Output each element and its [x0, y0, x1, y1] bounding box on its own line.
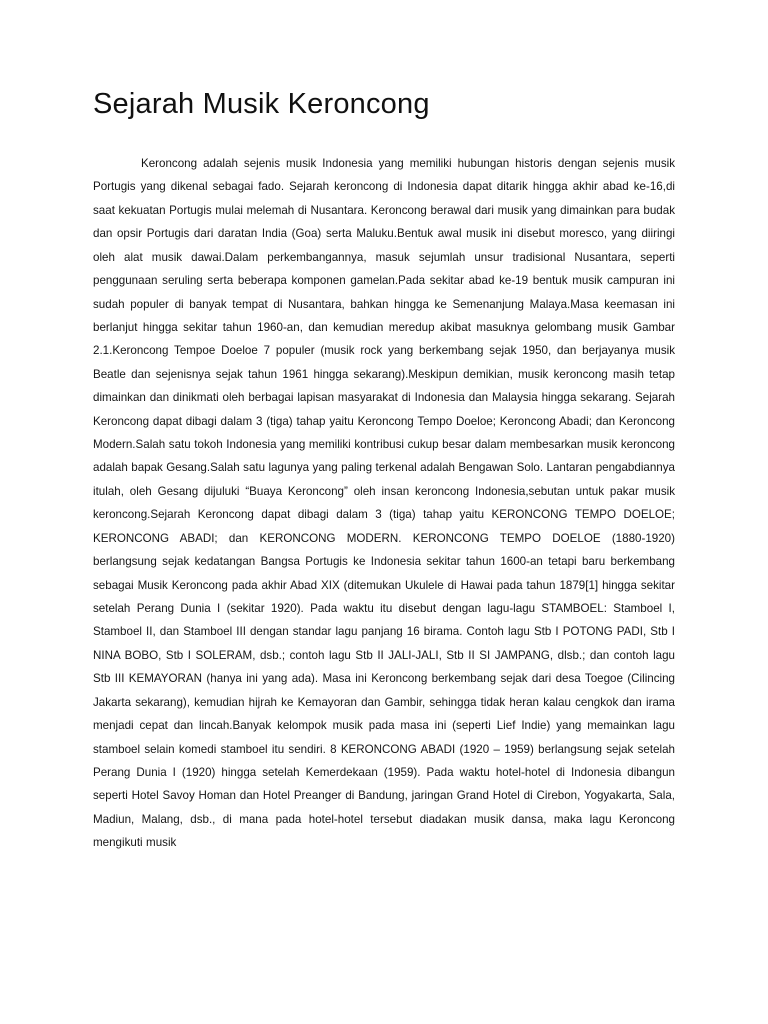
document-title: Sejarah Musik Keroncong — [93, 88, 430, 120]
body-paragraph: Keroncong adalah sejenis musik Indonesia yang memiliki hubungan historis dengan sejenis musik Portugis yang dikenal sebagai fado. Sejarah keroncong di Indonesia dapat ditarik hingga akhir abad ke-16,di saat kekuatan Portugis mulai melemah di Nusantara. Keroncong berawal dari musik yang dimainkan para budak dan opsir Portugis dari daratan India (Goa) serta Maluku.Bentuk awal musik ini disebut moresco, yang diiringi oleh alat musik dawai.Dalam perkembangannya, masuk sejumlah unsur tradisional Nusantara, seperti penggunaan seruling serta beberapa komponen gamelan.Pada sekitar abad ke-19 bentuk musik campuran ini sudah populer di banyak tempat di Nusantara, bahkan hingga ke Semenanjung Malaya.Masa keemasan ini berlanjut hingga sekitar tahun 1960-an, dan kemudian meredup akibat masuknya gelombang musik Gambar 2.1.Keroncong Tempoe Doeloe 7 populer (musik rock yang berkembang sejak 1950, dan berjayanya musik Beatle dan sejenisnya sejak tahun 1961 hingga sekarang).Meskipun demikian, musik keroncong masih tetap dimainkan dan dinikmati oleh berbagai lapisan masyarakat di Indonesia dan Malaysia hingga sekarang. Sejarah Keroncong dapat dibagi dalam 3 (tiga) tahap yaitu Keroncong Tempo Doeloe; Keroncong Abadi; dan Keroncong Modern.Salah satu tokoh Indonesia yang memiliki kontribusi cukup besar dalam membesarkan musik keroncong adalah bapak Gesang.Salah satu lagunya yang paling terkenal adalah Bengawan Solo. Lantaran pengabdiannya itulah, oleh Gesang dijuluki “Buaya Keroncong” oleh insan keroncong Indonesia,sebutan untuk pakar musik keroncong.Sejarah Keroncong dapat dibagi dalam 3 (tiga) tahap yaitu KERONCONG TEMPO DOELOE; KERONCONG ABADI; dan KERONCONG MODERN. KERONCONG TEMPO DOELOE (1880-1920) berlangsung sejak kedatangan Bangsa Portugis ke Indonesia sekitar tahun 1600-an tetapi baru berkembang sebagai Musik Keroncong pada akhir Abad XIX (ditemukan Ukulele di Hawai pada tahun 1879[1] hingga sekitar setelah Perang Dunia I (sekitar 1920). Pada waktu itu disebut dengan lagu-lagu STAMBOEL: Stamboel I, Stamboel II, dan Stamboel III dengan standar lagu panjang 16 birama. Contoh lagu Stb I POTONG PADI, Stb I NINA BOBO, Stb I SOLERAM, dsb.; contoh lagu Stb II JALI-JALI, Stb II SI JAMPANG, dlsb.; dan contoh lagu Stb III KEMAYORAN (hanya ini yang ada). Masa ini Keroncong berkembang sejak dari desa Toegoe (Cilincing Jakarta sekarang), kemudian hijrah ke Kemayoran dan Gambir, sehingga tidak heran kalau cengkok dan irama menjadi cepat dan lincah.Banyak kelompok musik pada masa ini (seperti Lief Indie) yang memainkan lagu stamboel selain komedi stamboel itu sendiri. 8 KERONCONG ABADI (1920 – 1959) berlangsung sejak setelah Perang Dunia I (1920) hingga setelah Kemerdekaan (1959). Pada waktu hotel-hotel di Indonesia dibangun seperti Hotel Savoy Homan dan Hotel Preanger di Bandung, jaringan Grand Hotel di Cirebon, Yogyakarta, Sala, Madiun, Malang, dsb., di mana pada hotel-hotel tersebut diadakan musik dansa, maka lagu Keroncong mengikuti musik — [93, 157, 675, 850]
